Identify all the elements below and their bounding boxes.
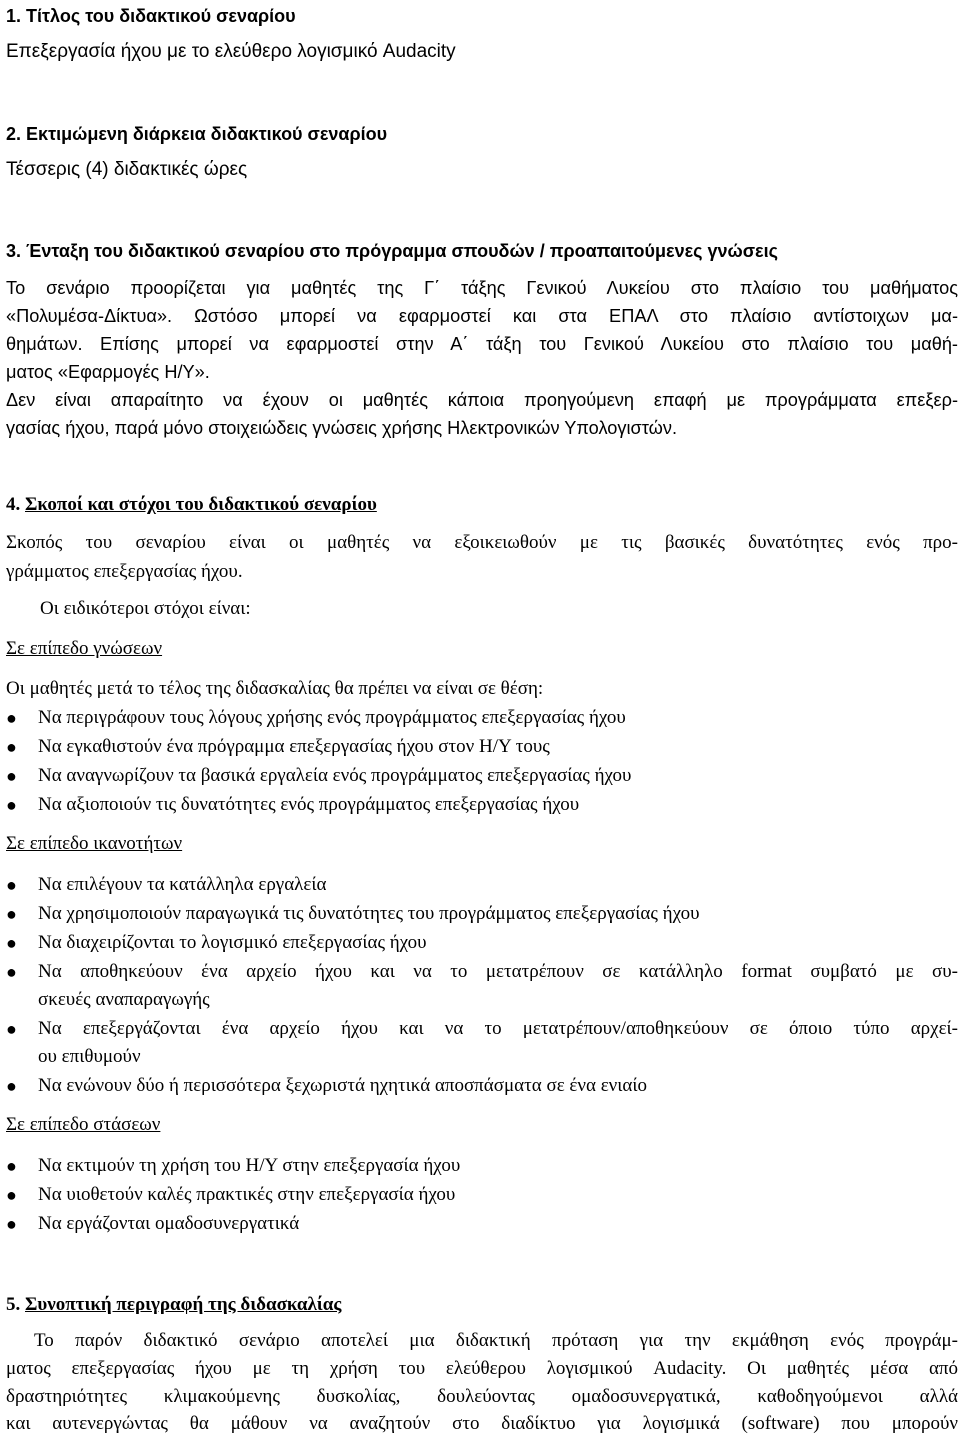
list-item: Να επεξεργάζονται ένα αρχείο ήχου και να το μετατρέπουν/αποθηκεύουν σε όποιο τύπο αρχεί-: [38, 1018, 958, 1039]
section-number: 3.: [6, 241, 22, 261]
list-item: Να ενώνουν δύο ή περισσότερα ξεχωριστά ηχητικά αποσπάσματα σε ένα ενιαίο: [38, 1075, 647, 1096]
list-item-continuation: σκευές αναπαραγωγής: [38, 989, 210, 1010]
section-title: Σκοποί και στόχοι του διδακτικού σεναρίου: [25, 494, 377, 515]
section-title: Συνοπτική περιγραφή της διδασκαλίας: [25, 1294, 342, 1315]
bullet-icon: ●: [6, 933, 17, 953]
paragraph-line: «Πολυμέσα-Δίκτυα». Ωστόσο μπορεί να εφαρμοστεί και στα ΕΠΑΛ στο πλαίσιο αντίστοιχων μα-: [6, 306, 958, 326]
attitudes-heading: Σε επίπεδο στάσεων: [6, 1114, 161, 1135]
paragraph-line: δραστηριότητες κλιμακούμενης δυσκολίας, δουλεύοντας ομαδοσυνεργατικά, καθοδηγούμενοι αλλά: [6, 1386, 958, 1407]
section-title: Εκτιμώμενη διάρκεια διδακτικού σεναρίου: [26, 124, 388, 144]
list-item: Να διαχειρίζονται το λογισμικό επεξεργασίας ήχου: [38, 932, 427, 953]
purpose-line: Σκοπός του σεναρίου είναι οι μαθητές να εξοικειωθούν με τις βασικές δυνατότητες ενός προ-: [6, 532, 958, 553]
bullet-icon: ●: [6, 1185, 17, 1205]
section-1-heading: [6, 4, 958, 28]
section-1-text: Επεξεργασία ήχου με το ελεύθερο λογισμικό Audacity: [6, 41, 456, 62]
list-item: Να αναγνωρίζουν τα βασικά εργαλεία ενός προγράμματος επεξεργασίας ήχου: [38, 765, 632, 786]
section-number: 5.: [6, 1294, 21, 1315]
bullet-icon: ●: [6, 1076, 17, 1096]
paragraph-line: ματος επεξεργασίας ήχου με τη χρήση του ελεύθερου λογισμικού Audacity. Οι μαθητές μέσα από: [6, 1358, 958, 1379]
paragraph-line: ματος «Εφαρμογές Η/Υ».: [6, 362, 210, 382]
list-item: Να περιγράφουν τους λόγους χρήσης ενός προγράμματος επεξεργασίας ήχου: [38, 707, 626, 728]
paragraph-line: γασίας ήχου, παρά μόνο στοιχειώδεις γνώσεις χρήσης Ηλεκτρονικών Υπολογιστών.: [6, 418, 678, 438]
list-item: Να αποθηκεύουν ένα αρχείο ήχου και να το μετατρέπουν σε κατάλληλο format συμβατό με συ-: [38, 961, 958, 982]
section-number: 4.: [6, 494, 21, 515]
knowledge-heading: Σε επίπεδο γνώσεων: [6, 638, 163, 659]
bullet-icon: ●: [6, 875, 17, 895]
section-title: Ένταξη του διδακτικού σεναρίου στο πρόγραμμα σπουδών / προαπαιτούμενες γνώσεις: [26, 241, 778, 261]
purpose-line: γράμματος επεξεργασίας ήχου.: [6, 561, 243, 582]
section-2-text: Τέσσερις (4) διδακτικές ώρες: [6, 159, 248, 180]
section-2-heading: [6, 122, 958, 146]
bullet-icon: ●: [6, 737, 17, 757]
paragraph-line: Το σενάριο προορίζεται για μαθητές της Γ΄ τάξης Γενικού Λυκείου στο πλαίσιο του μαθήματος: [6, 278, 958, 298]
bullet-icon: ●: [6, 795, 17, 815]
list-item: Να αξιοποιούν τις δυνατότητες ενός προγράμματος επεξεργασίας ήχου: [38, 794, 580, 815]
specific-goals-intro: Οι ειδικότεροι στόχοι είναι:: [40, 598, 251, 619]
bullet-icon: ●: [6, 1214, 17, 1234]
section-number: 2.: [6, 124, 22, 144]
section-4-heading: [6, 493, 958, 517]
bullet-icon: ●: [6, 962, 17, 982]
list-item: Να επιλέγουν τα κατάλληλα εργαλεία: [38, 874, 327, 895]
bullet-icon: ●: [6, 766, 17, 786]
list-item: Να εργάζονται ομαδοσυνεργατικά: [38, 1213, 300, 1234]
bullet-icon: ●: [6, 708, 17, 728]
section-number: 1.: [6, 6, 22, 26]
knowledge-intro: Οι μαθητές μετά το τέλος της διδασκαλίας θα πρέπει να είναι σε θέση:: [6, 678, 544, 699]
bullet-icon: ●: [6, 904, 17, 924]
paragraph-line: και αυτενεργώντας θα μάθουν να αναζητούν στο διαδίκτυο για λογισμικά (software) που μπορούν: [6, 1413, 958, 1434]
list-item: Να χρησιμοποιούν παραγωγικά τις δυνατότητες του προγράμματος επεξεργασίας ήχου: [38, 903, 700, 924]
bullet-icon: ●: [6, 1156, 17, 1176]
list-item: Να υιοθετούν καλές πρακτικές στην επεξεργασία ήχου: [38, 1184, 456, 1205]
section-title: Τίτλος του διδακτικού σεναρίου: [26, 6, 296, 26]
bullet-icon: ●: [6, 1019, 17, 1039]
section-5-heading: [6, 1293, 958, 1317]
skills-heading: Σε επίπεδο ικανοτήτων: [6, 833, 183, 854]
paragraph-line: Το παρόν διδακτικό σενάριο αποτελεί μια διδακτική πρόταση για την εκμάθηση ενός προγράμ-: [34, 1330, 958, 1351]
list-item: Να εγκαθιστούν ένα πρόγραμμα επεξεργασίας ήχου στον Η/Υ τους: [38, 736, 550, 757]
section-3-heading: [6, 239, 958, 263]
list-item: Να εκτιμούν τη χρήση του Η/Υ στην επεξεργασία ήχου: [38, 1155, 461, 1176]
list-item-continuation: ου επιθυμούν: [38, 1046, 141, 1067]
paragraph-line: Δεν είναι απαραίτητο να έχουν οι μαθητές κάποια προηγούμενη επαφή με προγράμματα επεξερ-: [6, 390, 958, 410]
paragraph-line: θημάτων. Επίσης μπορεί να εφαρμοστεί στην Α΄ τάξη του Γενικού Λυκείου στο πλαίσιο του μαθή-: [6, 334, 958, 354]
